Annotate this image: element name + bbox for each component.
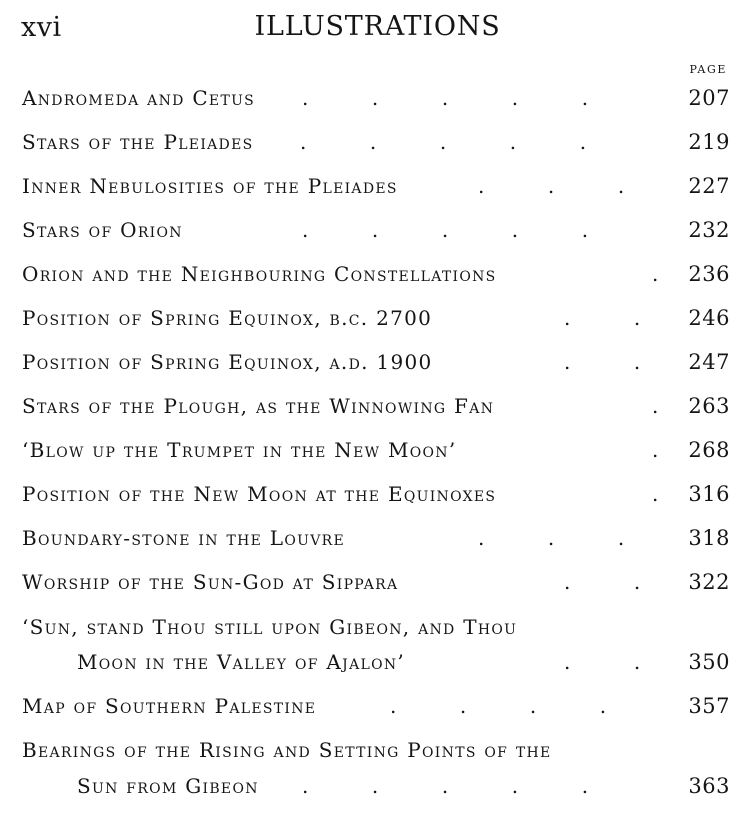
entry-title: ‘Blow up the Trumpet in the New Moon’ — [22, 438, 457, 462]
leader-dots: . . . — [478, 174, 625, 198]
entry-page: 318 — [688, 526, 730, 550]
leader-dots: . — [652, 482, 659, 506]
entry-title: Worship of the Sun-God at Sippara — [22, 570, 399, 594]
leader-dots: . — [652, 394, 659, 418]
entry-page: 227 — [688, 174, 730, 198]
illustration-entry — [22, 218, 730, 248]
illustration-entry — [22, 774, 730, 804]
illustration-entry — [22, 570, 730, 600]
entry-page: 263 — [688, 394, 730, 418]
entry-page: 207 — [688, 86, 730, 110]
illustration-entry — [22, 130, 730, 160]
entry-title: Position of Spring Equinox, a.d. 1900 — [22, 350, 433, 374]
entry-title: Inner Nebulosities of the Pleiades — [22, 174, 398, 198]
leader-dots: . . . . . — [302, 774, 589, 798]
leader-dots: . — [652, 262, 659, 286]
entry-page: 236 — [688, 262, 730, 286]
entry-page: 232 — [688, 218, 730, 242]
entry-title: Andromeda and Cetus — [22, 86, 256, 110]
illustration-entry — [22, 526, 730, 556]
leader-dots: . . . — [478, 526, 625, 550]
entry-title-line1: ‘Sun, stand Thou still upon Gibeon, and Thou — [22, 615, 518, 639]
entry-title: Position of Spring Equinox, b.c. 2700 — [22, 306, 433, 330]
entry-page: 322 — [688, 570, 730, 594]
entry-title: Stars of the Plough, as the Winnowing Fan — [22, 394, 495, 418]
illustration-entry — [22, 174, 730, 204]
illustration-entry — [22, 306, 730, 336]
page-column-label: PAGE — [689, 63, 727, 76]
entry-title: Map of Southern Palestine — [22, 694, 317, 718]
leader-dots: . . . . — [390, 694, 607, 718]
illustration-entry — [22, 694, 730, 724]
entry-page: 363 — [688, 774, 730, 798]
entry-page: 357 — [688, 694, 730, 718]
leader-dots: . — [652, 438, 659, 462]
entry-page: 247 — [688, 350, 730, 374]
leader-dots: . . . . . — [302, 86, 589, 110]
leader-dots: . . — [564, 570, 641, 594]
entry-page: 246 — [688, 306, 730, 330]
entry-title: Boundary-stone in the Louvre — [22, 526, 345, 550]
illustration-entry-line1 — [22, 738, 730, 768]
illustration-entry — [22, 262, 730, 292]
leader-dots: . . — [564, 350, 641, 374]
entry-title: Stars of the Pleiades — [22, 130, 254, 154]
entry-title: Stars of Orion — [22, 218, 183, 242]
entry-title-line2: Sun from Gibeon — [77, 774, 259, 798]
illustration-entry — [22, 438, 730, 468]
illustration-entry — [22, 86, 730, 116]
illustration-entry-line1 — [22, 615, 730, 645]
leader-dots: . . . . . — [302, 218, 589, 242]
entry-title-line2: Moon in the Valley of Ajalon’ — [77, 650, 406, 674]
illustration-entry — [22, 482, 730, 512]
illustration-entry — [22, 350, 730, 380]
leader-dots: . . — [564, 650, 641, 674]
entry-title-line1: Bearings of the Rising and Setting Points of the — [22, 738, 552, 762]
running-title: ILLUSTRATIONS — [254, 11, 501, 42]
entry-page: 316 — [688, 482, 730, 506]
entry-page: 350 — [688, 650, 730, 674]
entry-page: 268 — [688, 438, 730, 462]
page-number-folio: xvi — [21, 12, 62, 43]
entry-title: Position of the New Moon at the Equinoxes — [22, 482, 497, 506]
entry-title: Orion and the Neighbouring Constellations — [22, 262, 497, 286]
entry-page: 219 — [688, 130, 730, 154]
leader-dots: . . . . . — [300, 130, 587, 154]
illustration-entry — [22, 650, 730, 680]
leader-dots: . . — [564, 306, 641, 330]
illustration-entry — [22, 394, 730, 424]
